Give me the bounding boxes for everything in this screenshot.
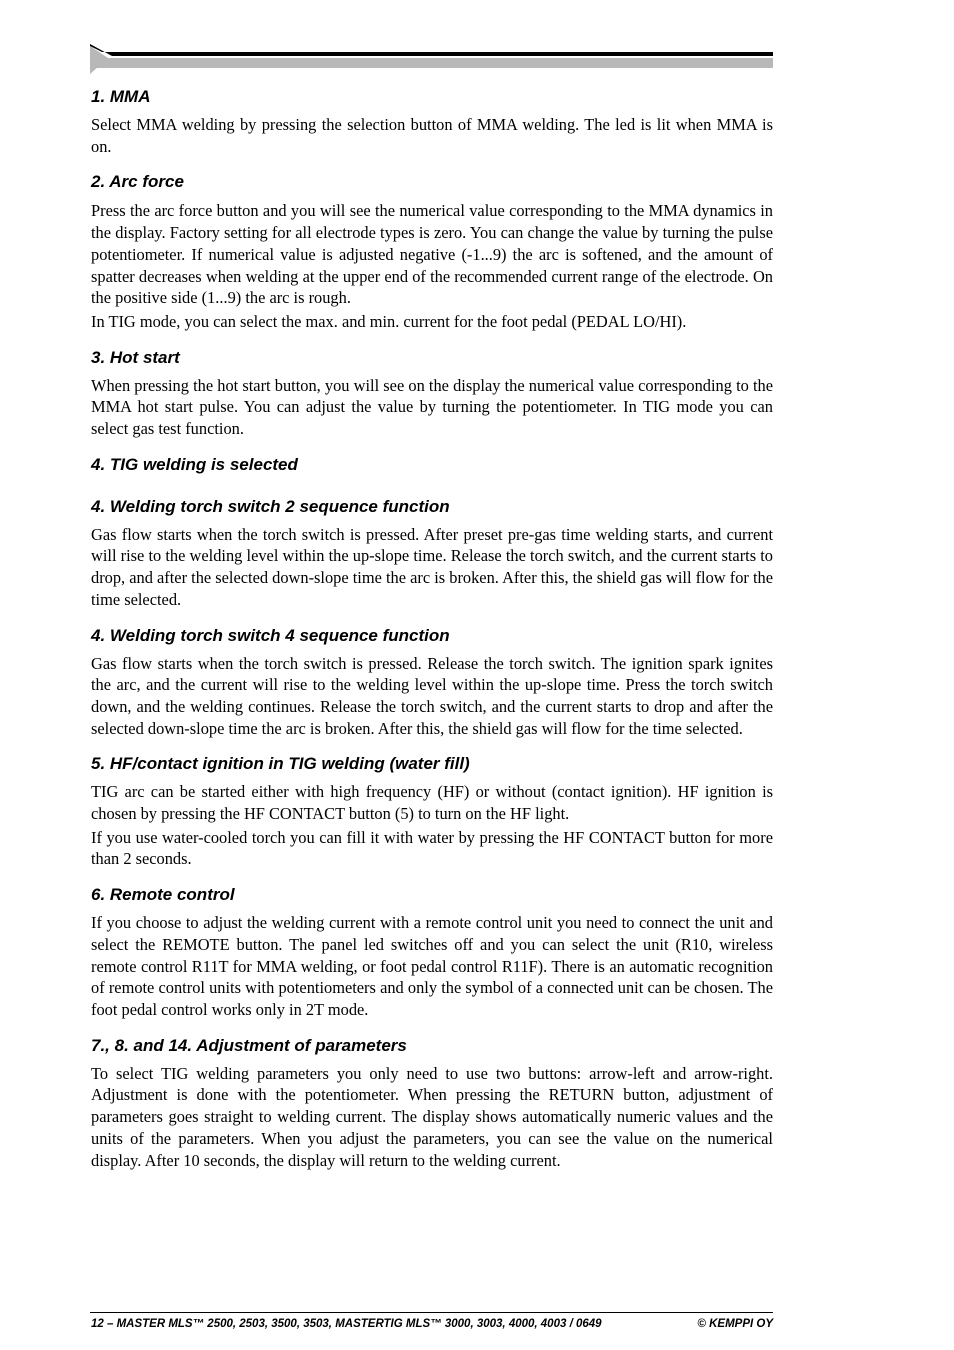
section-paragraph: Gas flow starts when the torch switch is pressed. After preset pre-gas time welding starts, and current will rise to the welding level within the up-slope time. Release the torch switch, and the current starts to drop, and after the selected down-slope time the arc is broken. After this, the shield gas will flow for the time selected. (91, 524, 773, 609)
section-paragraph: If you choose to adjust the welding current with a remote control unit you need to connect the unit and select the REMOTE button. The panel led switches off and you can select the unit (R10, wireless remote control R11T for MMA welding, or foot pedal control R11F). There is an automatic recognition of remote control units with potentiometers and only the symbol of a connected unit can be chosen. The foot pedal control works only in 2T mode. (91, 913, 773, 1019)
section-hot-start (91, 347, 773, 440)
section-heading: 7., 8. and 14. Adjustment of parameters (91, 1035, 407, 1055)
section-tig-selected (91, 454, 773, 476)
section-mma (91, 86, 773, 157)
section-remote-control (91, 884, 773, 1021)
footer-page-info: 12 – MASTER MLS™ 2500, 2503, 3500, 3503, MASTERTIG MLS™ 3000, 3003, 4000, 4003 / 0649 (91, 1318, 602, 1330)
section-heading: 4. Welding torch switch 2 sequence function (91, 496, 450, 516)
section-heading: 4. TIG welding is selected (91, 454, 298, 474)
header-decoration (90, 44, 773, 74)
content-body (91, 86, 773, 1171)
section-paragraph: To select TIG welding parameters you only need to use two buttons: arrow-left and arrow-right. Adjustment is done with the potentiometer. When pressing the RETURN button, adjustment of parameters goes straight to welding current. The display shows automatically numeric values and the units of the parameters. When you adjust the parameters, you can see the value on the numerical display. After 10 seconds, the display will return to the welding current. (91, 1063, 773, 1170)
section-arc-force (91, 171, 773, 332)
footer-divider (90, 1312, 773, 1313)
section-paragraph: Press the arc force button and you will see the numerical value corresponding to the MMA dynamics in the display. Factory setting for all electrode types is zero. You can change the value by turning the pulse potentiometer. If numerical value is adjusted negative (-1...9) the arc is softened, and the amount of spatter decreases when welding at the upper end of the recommended current range of the electrode. On the positive side (1...9) the arc is rough. (91, 201, 773, 308)
section-paragraph: TIG arc can be started either with high frequency (HF) or without (contact ignition). HF ignition is chosen by pressing the HF CONTACT button (5) to turn on the HF light. (91, 782, 773, 824)
section-heading: 3. Hot start (91, 347, 180, 367)
section-4t-sequence (91, 625, 773, 740)
section-heading: 4. Welding torch switch 4 sequence function (91, 625, 450, 645)
section-adjustment (91, 1035, 773, 1172)
section-2t-sequence (91, 496, 773, 611)
section-paragraph: In TIG mode, you can select the max. and min. current for the foot pedal (PEDAL LO/HI). (91, 311, 687, 331)
section-hf-contact (91, 753, 773, 870)
section-paragraph: If you use water-cooled torch you can fill it with water by pressing the HF CONTACT button for more than 2 seconds. (91, 827, 773, 869)
section-heading: 5. HF/contact ignition in TIG welding (water fill) (91, 754, 470, 774)
section-paragraph: When pressing the hot start button, you will see on the display the numerical value corresponding to the MMA hot start pulse. You can adjust the value by turning the potentiometer. In TIG mode you can select gas test function. (91, 375, 773, 439)
section-heading: 1. MMA (91, 87, 151, 106)
section-heading: 2. Arc force (91, 172, 184, 192)
footer-copyright: © KEMPPI OY (697, 1318, 773, 1330)
section-paragraph: Select MMA welding by pressing the selection button of MMA welding. The led is lit when MMA is on. (91, 115, 773, 156)
section-heading: 6. Remote control (91, 885, 235, 905)
section-paragraph: Gas flow starts when the torch switch is pressed. Release the torch switch. The ignition spark ignites the arc, and the current will rise to the welding level within the up-slope time. Press the torch switch down, and the welding continues. Release the torch switch, and the current starts to drop and after the selected down-slope time the arc is broken. After this, the shield gas will flow for the time selected. (91, 653, 773, 738)
